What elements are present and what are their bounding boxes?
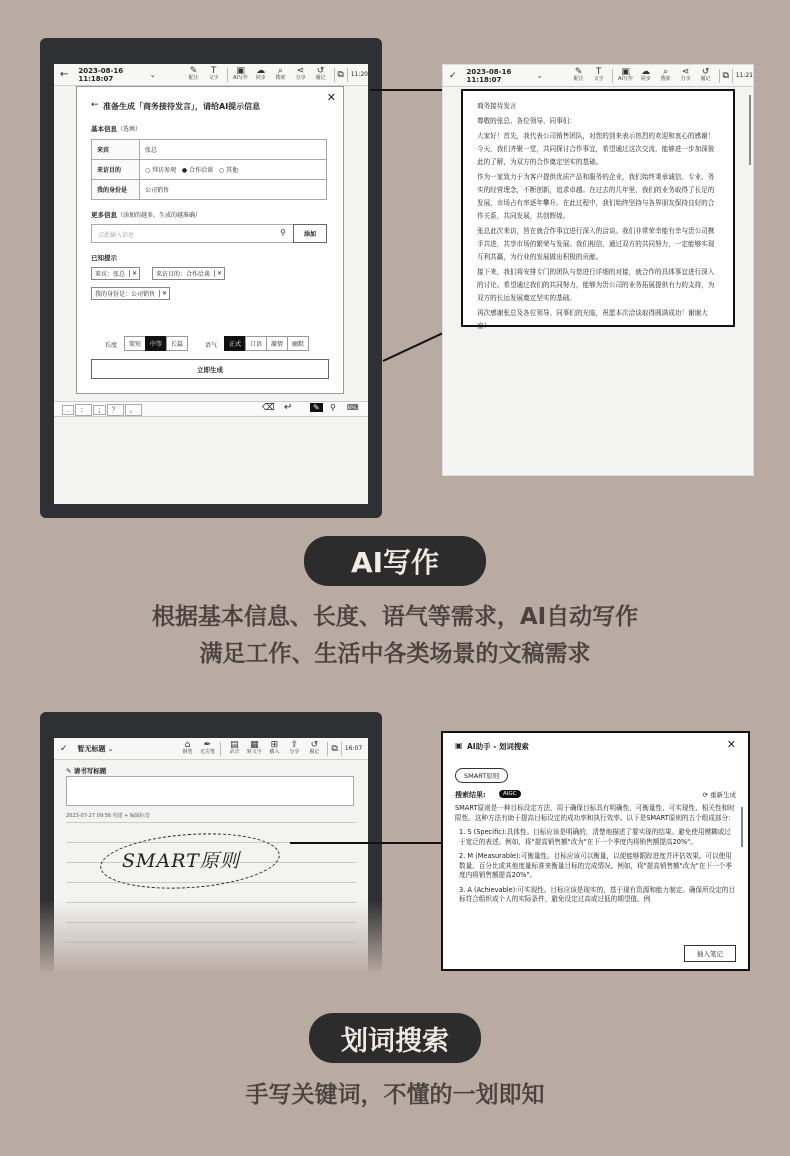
device-3-fade (40, 900, 382, 974)
created-meta: 2023-07-27 09:56 创建 (66, 813, 123, 819)
close-icon[interactable]: ✕ (326, 91, 336, 104)
ai-logo-icon: ▣ (455, 741, 463, 750)
title-box[interactable] (66, 776, 354, 806)
tool-label: AI写作 (233, 75, 249, 82)
note-timestamp[interactable]: 2023-08-16 11:18:07 (466, 67, 512, 84)
device-2-toolbar (443, 65, 753, 87)
tool-label: 搜索 (275, 75, 286, 82)
ai-write-tool[interactable] (231, 67, 251, 82)
check-icon[interactable]: ✓ (60, 743, 68, 754)
key-period[interactable]: . (62, 405, 74, 415)
tool-label: 履记 (700, 76, 711, 83)
text-icon: ▦ (250, 740, 259, 751)
sync-icon: ☁ (256, 66, 266, 77)
tool-label: 同步 (255, 75, 266, 82)
insert-tool[interactable] (264, 741, 284, 756)
keyword-chip[interactable]: SMART原则 (455, 768, 508, 783)
generated-document[interactable] (461, 89, 735, 330)
device-1-toolbar (54, 64, 368, 86)
ai-write-tool[interactable] (616, 68, 636, 83)
doc-paragraph: 大家好！首先，我代表公司销售团队，对您的到来表示热烈的欢迎和衷心的感谢！今天，我们齐聚一堂，共同探讨合作事宜，希望通过这次交流，能够进一步加深彼此的了解，为双方的合作奠定坚实的基础。 (477, 132, 715, 166)
tone-formal[interactable]: 正式 (224, 336, 246, 351)
hint-chip-identity[interactable]: 我的身份是：公司销售 ✕ (91, 287, 170, 300)
connector-line (290, 842, 442, 844)
home-tool[interactable] (177, 741, 197, 756)
share-tool[interactable] (291, 67, 311, 82)
history-tool[interactable] (696, 68, 716, 83)
pen-tool[interactable] (569, 68, 589, 83)
tool-label: 录音 (229, 749, 240, 756)
guest-value[interactable]: 张总 (140, 140, 327, 160)
basic-info-label: 基本信息（选填） (91, 125, 142, 133)
purpose-options (140, 160, 327, 180)
insert-icon: ⊞ (270, 740, 279, 751)
length-medium[interactable]: 中等 (145, 336, 167, 351)
history-icon: ↺ (310, 740, 319, 751)
sync-tool[interactable] (251, 67, 271, 82)
keyboard-tool[interactable] (224, 741, 244, 756)
scrollbar[interactable] (741, 807, 743, 847)
tone-casual[interactable]: 口语 (245, 336, 267, 351)
key-colon[interactable]: ： (75, 404, 92, 416)
basic-info-table (91, 139, 327, 200)
aigc-badge: AIGC (499, 790, 521, 798)
pen-tool[interactable] (197, 741, 217, 756)
more-info-input[interactable] (91, 224, 327, 243)
tool-label: 文字 (593, 76, 604, 83)
back-icon[interactable]: ← (91, 100, 99, 110)
key-question[interactable]: ？ (107, 404, 124, 416)
device-2-screen (442, 64, 754, 476)
regenerate-button[interactable]: ⟳ 重新生成 (702, 791, 736, 799)
tool-label: 无尖笔 (199, 749, 215, 756)
chevron-down-icon[interactable]: ⌄ (536, 71, 543, 80)
history-icon: ↺ (701, 67, 710, 78)
tone-selector (225, 336, 309, 351)
ai-write-icon: ▣ (621, 67, 630, 78)
length-long[interactable]: 长篇 (166, 336, 188, 351)
handwrite-icon[interactable]: ✎ (310, 403, 323, 412)
close-icon: ✕ (214, 270, 224, 277)
punctuation-keys (62, 404, 143, 416)
history-tool[interactable] (304, 741, 324, 756)
insert-note-button[interactable]: 插入笔记 (684, 945, 736, 962)
result-paragraph: 3. A (Achievable):可实现性。目标应该是现实的，基于现有资源和能力制定。确保所设定的目标符合组织或个人的实际条件，避免设定过高或过低的期望值。例 (459, 885, 736, 903)
tool-label: 配注 (188, 75, 199, 82)
pen-icon: ✒ (203, 740, 212, 751)
section2-caption: 手写关键词，不懂的一划即知 (245, 1082, 545, 1108)
share-icon: ⇪ (290, 740, 299, 751)
identity-value[interactable]: 公司销售 (140, 180, 327, 200)
history-tool[interactable] (311, 67, 331, 82)
delete-icon[interactable]: ⌫ (262, 403, 275, 413)
search-result-text (455, 804, 737, 938)
radio-cooperation[interactable]: ● 合作洽谈 (181, 167, 214, 174)
check-icon[interactable]: ✓ (449, 70, 457, 81)
panel-title: AI助手 - 划词搜索 (467, 742, 529, 751)
modal-title: 准备生成「商务接待发言」，请给AI提示信息 (103, 102, 261, 111)
ruled-line (66, 822, 356, 823)
status-time: 11:21 (735, 72, 753, 79)
mic-icon[interactable]: ⚲ (280, 228, 286, 237)
home-icon: ⌂ (184, 740, 191, 751)
search-icon: ⌕ (663, 67, 669, 78)
tool-label: 履记 (309, 749, 320, 756)
back-icon[interactable]: ← (60, 69, 69, 80)
close-icon[interactable]: ✕ (726, 738, 736, 751)
text-tool[interactable] (244, 741, 264, 756)
feature-pill-word-search: 划词搜索 (309, 1013, 481, 1063)
purpose-label: 来访目的 (92, 160, 140, 180)
text-icon: T (210, 66, 217, 77)
note-title[interactable]: 暂无标题 (77, 744, 106, 753)
share-icon: ⋖ (681, 67, 690, 78)
tool-label: 搜索 (660, 76, 671, 83)
note-timestamp[interactable]: 2023-08-16 11:18:07 (78, 66, 124, 83)
text-tool[interactable] (589, 68, 609, 83)
tool-label: 转文字 (246, 749, 262, 756)
device-3-toolbar (54, 738, 368, 760)
tool-label: 分享 (289, 749, 300, 756)
chevron-down-icon[interactable]: ⌄ (149, 70, 156, 79)
length-label: 长度 (105, 342, 118, 349)
tool-label: 同步 (640, 76, 651, 83)
length-selector (125, 336, 188, 351)
tone-label: 语气 (205, 342, 218, 349)
status-time: 16:07 (344, 745, 363, 752)
tool-label: 配注 (573, 76, 584, 83)
status-time: 11:20 (350, 71, 368, 78)
result-paragraph: 1. S (Specific):具体性。目标应该是明确的，清楚地描述了要实现的结果。避免使用模糊或过于宽泛的表述。例如，将"提高销售额"改为"在下一个季度内将销售额提高20%"。 (459, 828, 731, 846)
ai-prompt-modal (76, 86, 344, 394)
add-button[interactable]: 添加 (293, 224, 327, 243)
doc-paragraph: 张总此次来访，旨在就合作事宜进行深入的洽谈。我们非常荣幸能有幸与贵公司携手共进，共享市场的繁荣与发展。我们相信，通过双方的共同努力，一定能够实现互利共赢，为行业的发展做出积极的贡献。 (477, 227, 715, 261)
pen-icon: ✎ (574, 67, 583, 78)
pen-icon: ✎ (66, 767, 74, 775)
search-tool[interactable] (656, 68, 676, 83)
radio-visit[interactable]: ○ 拜访参观 (145, 167, 177, 174)
tool-label: 钢笔 (182, 749, 193, 756)
connector-line (383, 331, 447, 362)
share-tool[interactable] (676, 68, 696, 83)
scrollbar[interactable] (749, 95, 751, 165)
doc-paragraph: 再次感谢张总及各位领导、同事们的光临，祝愿本次洽谈取得圆满成功！谢谢大家！ (477, 309, 708, 330)
result-paragraph: 2. M (Measurable):可衡量性。目标应该可以衡量，以便能够跟踪进度并评估效果。可以使用数量、百分比或其他度量标准来衡量目标的完成情况。例如，将"提高销售额"改为"在下一个季度内将销售额提高20%"。 (459, 852, 732, 879)
mic-icon[interactable]: ⚲ (330, 403, 336, 412)
edit-tag-link[interactable]: + 编辑标签 (124, 813, 150, 819)
pages-icon[interactable]: ⧉ (337, 69, 344, 80)
radio-other[interactable]: ○ 其他 (218, 167, 238, 174)
pages-icon[interactable]: ⧉ (722, 70, 729, 81)
result-label: 搜索结果: (455, 791, 486, 799)
tool-label: 文字 (208, 75, 219, 82)
search-icon: ⌕ (278, 66, 284, 77)
tone-passion[interactable]: 激情 (266, 336, 288, 351)
text-tool[interactable] (204, 67, 224, 82)
title-prompt: ✎ 请书写标题 (66, 767, 107, 775)
guest-label: 来宾 (92, 140, 140, 160)
key-semicolon[interactable]: ; (93, 405, 105, 415)
generate-button[interactable]: 立即生成 (91, 359, 329, 379)
keyboard-icon[interactable]: ⌨ (347, 403, 359, 412)
result-paragraph: SMART原则是一种目标设定方法，用于确保目标具有明确性、可衡量性、可实现性、相关性和时限性。这种方法有助于提高目标设定的成功率和执行效率。以下是SMART原则的五个组成部分： (455, 804, 735, 822)
ai-assistant-panel (441, 731, 750, 971)
pen-tool[interactable] (184, 67, 204, 82)
device-1 (40, 38, 382, 518)
keyboard-icon: ▤ (230, 740, 239, 751)
pen-icon: ✎ (189, 66, 198, 77)
hint-chip-guest[interactable]: 来宾：张总 ✕ (91, 267, 140, 280)
identity-label: 我的身份是 (92, 180, 140, 200)
doc-title: 商务接待发言 (477, 102, 517, 110)
enter-icon[interactable]: ↵ (284, 402, 293, 413)
length-short[interactable]: 简短 (124, 336, 146, 351)
tool-label: 履记 (315, 75, 326, 82)
sync-tool[interactable] (636, 68, 656, 83)
tool-label: AI写作 (618, 76, 634, 83)
tool-label: 分享 (295, 75, 306, 82)
section1-caption-line2: 满足工作、生活中各类场景的文稿需求 (199, 641, 591, 667)
close-icon: ✕ (129, 270, 139, 277)
history-icon: ↺ (316, 66, 325, 77)
known-hints-label: 已知提示 (91, 254, 117, 262)
key-fullstop[interactable]: 。 (125, 404, 142, 416)
device-1-screen (54, 64, 368, 504)
ai-write-icon: ▣ (236, 66, 245, 77)
sync-icon: ☁ (641, 67, 651, 78)
pages-icon[interactable]: ⧉ (331, 743, 338, 754)
doc-salutation: 尊敬的张总、各位领导、同事们： (477, 117, 576, 125)
input-placeholder: 点此输入信息 (98, 232, 135, 239)
doc-paragraph: 作为一家致力于为客户提供优质产品和服务的企业，我们始终秉承诚信、专业、务实的经营理念，不断创新，追求卓越。在过去的几年里，我们的业务取得了长足的发展，市场占有率逐年攀升。在此过程中，我们始终坚持与各界朋友保持良好的合作关系，共同发展，共创辉煌。 (477, 173, 715, 220)
tool-label: 分享 (680, 76, 691, 83)
section1-caption-line1: 根据基本信息、长度、语气等需求，AI自动写作 (151, 604, 639, 630)
tone-humor[interactable]: 幽默 (287, 336, 309, 351)
search-tool[interactable] (271, 67, 291, 82)
keyboard-bar (54, 401, 368, 417)
feature-pill-ai-writing: AI写作 (304, 536, 486, 586)
more-info-label: 更多信息（添加的越多，生成的越准确） (91, 211, 202, 219)
hint-chip-purpose[interactable]: 来访目的：合作洽谈 ✕ (152, 267, 225, 280)
tool-label: 插入 (269, 749, 280, 756)
share-tool[interactable] (284, 741, 304, 756)
share-icon: ⋖ (296, 66, 305, 77)
handwritten-keyword: SMART原则 (122, 850, 240, 872)
refresh-icon: ⟳ (702, 791, 710, 799)
doc-paragraph: 接下来，我们将安排专门的团队与您进行详细的对接，就合作的具体事宜进行深入的讨论。希望通过我们的共同努力，能够为贵公司的业务拓展提供有力的支持，为双方的长远发展奠定坚实的基础。 (477, 268, 715, 302)
close-icon: ✕ (159, 290, 169, 297)
chevron-down-icon[interactable]: ⌄ (107, 744, 114, 753)
text-icon: T (595, 67, 602, 78)
